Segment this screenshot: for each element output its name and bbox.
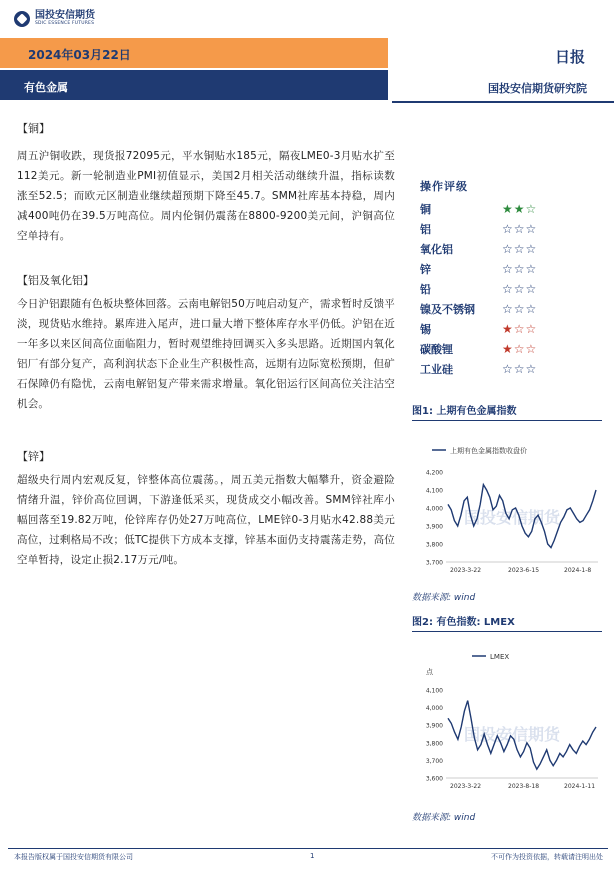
rating-row	[420, 299, 600, 319]
figure-2-source: 数据来源: wind	[412, 813, 476, 823]
figure-1-source: 数据来源: wind	[412, 593, 476, 603]
metal-name: 氧化铝	[420, 243, 453, 256]
metal-name: 铝	[420, 223, 431, 236]
legend-label: LMEX	[490, 653, 510, 661]
y-tick-label: 4,000	[425, 705, 443, 713]
y-tick-label: 3,900	[425, 722, 443, 730]
x-tick-label: 2024-1-11	[564, 783, 596, 790]
y-tick-label: 3,800	[425, 541, 443, 549]
y-tick-label: 3,700	[425, 757, 443, 765]
rating-stars: ☆☆☆	[502, 302, 538, 316]
rating-row	[420, 279, 600, 299]
legend-label: 上期有色金属指数收盘价	[450, 447, 527, 455]
rating-stars: ☆☆☆	[502, 282, 538, 296]
y-tick-label: 4,100	[425, 487, 443, 495]
figure-1-divider	[412, 420, 602, 421]
figure-1-title: 图1: 上期有色金属指数	[412, 406, 517, 417]
report-type: 日报	[554, 48, 585, 66]
rating-title: 操作评级	[420, 180, 468, 193]
y-tick-label: 3,700	[425, 559, 443, 567]
aluminum-section	[17, 272, 395, 414]
rating-row	[420, 339, 600, 359]
rating-stars: ★☆☆	[502, 342, 538, 356]
report-date: 2024年03月22日	[28, 48, 131, 62]
sector-title: 有色金属	[24, 81, 68, 94]
unit-label: 点	[426, 668, 433, 676]
section-body: 超级央行周内宏观反复，锌整体高位震荡。，周五美元指数大幅攀升，资金避险情绪升温，锌价高位回调，下游逢低采买，现货成交小幅改善。SMM锌社库小幅回落至19.82万吨，伦锌库存仍处27万吨高位，LME锌0-3月贴水42.88美元高位，过剩格局不改；低TC提供下方成本支撑，锌基本面仍支持震荡走势，高位空单暂持，设定止损2.17万元/吨。	[17, 474, 395, 566]
y-tick-label: 3,600	[425, 775, 443, 783]
figure-1-chart	[412, 432, 602, 584]
institute-name: 国投安信期货研究院	[488, 82, 587, 95]
rating-stars: ☆☆☆	[502, 242, 538, 256]
rating-row	[420, 259, 600, 279]
section-title: 【锌】	[17, 450, 50, 463]
y-tick-label: 4,200	[425, 469, 443, 477]
metal-name: 碳酸锂	[420, 343, 453, 356]
rating-stars: ☆☆☆	[502, 222, 538, 236]
rating-row	[420, 319, 600, 339]
footer-copyright: 本报告版权属于国投安信期货有限公司	[14, 853, 133, 861]
rating-stars: ★☆☆	[502, 322, 538, 336]
metal-name: 镍及不锈钢	[420, 303, 475, 316]
rating-row	[420, 219, 600, 239]
operation-rating	[420, 178, 600, 379]
rating-row	[420, 359, 600, 379]
section-body: 今日沪铝跟随有色板块整体回落。云南电解铝50万吨启动复产，需求暂时反馈平淡，现货贴水维持。累库进入尾声，进口量大增下整体库存水平仍低。沪铝在近一年多以来区间高位面临阻力，暂时观望维持回调买入多头思路。近期国内氧化铝厂有部分复产，高利润状态下企业生产积极性高，远期有边际宽松预期，但矿石保障仍有隐忧，云南电解铝复产带来需求增量。氧化铝运行区间高位关注沽空机会。	[17, 298, 395, 410]
logo-name-cn: 国投安信期货	[35, 10, 95, 21]
copper-section	[17, 120, 395, 246]
x-tick-label: 2024-1-8	[564, 567, 592, 574]
section-title: 【铝及氧化铝】	[17, 274, 94, 287]
company-logo	[14, 10, 95, 27]
y-tick-label: 3,800	[425, 740, 443, 748]
footer-disclaimer: 不可作为投资依据，转载请注明出处	[491, 853, 603, 861]
y-tick-label: 4,000	[425, 505, 443, 513]
section-title: 【铜】	[17, 122, 50, 135]
x-tick-label: 2023-8-18	[508, 783, 540, 790]
y-tick-label: 3,900	[425, 523, 443, 531]
x-tick-label: 2023-3-22	[450, 567, 482, 574]
metal-name: 铜	[420, 203, 431, 216]
figure-2-title: 图2: 有色指数: LMEX	[412, 617, 515, 628]
rating-stars: ★★☆	[502, 202, 538, 216]
x-tick-label: 2023-6-15	[508, 567, 540, 574]
metal-name: 锌	[420, 263, 431, 276]
page-number: 1	[310, 852, 315, 860]
footer-divider	[8, 848, 608, 849]
metal-name: 工业硅	[420, 363, 453, 376]
rating-row	[420, 199, 600, 219]
x-tick-label: 2023-3-22	[450, 783, 482, 790]
logo-name-en: SDIC ESSENCE FUTURES	[35, 21, 95, 26]
rating-stars: ☆☆☆	[502, 362, 538, 376]
rating-row	[420, 239, 600, 259]
figure-2-chart	[412, 648, 602, 800]
rating-stars: ☆☆☆	[502, 262, 538, 276]
logo-mark-icon	[14, 11, 30, 27]
figure-2-divider	[412, 631, 602, 632]
y-tick-label: 4,100	[425, 687, 443, 695]
watermark: 国投安信期货	[464, 508, 561, 527]
section-body: 周五沪铜收跌，现货报72095元，平水铜贴水185元，隔夜LME0-3月贴水扩至112美元。新一轮制造业PMI初值显示，美国2月相关活动继续升温，指标读数涨至52.5；而欧元区制造业继续超预期下降至45.7。SMM社库基本持稳，周内减400吨仍在39.5万吨高位。周内伦铜仍震荡在8800-9200美元间，沪铜高位空单持有。	[17, 150, 395, 242]
metal-name: 铅	[420, 283, 431, 296]
header-divider	[392, 101, 614, 103]
zinc-section	[17, 448, 395, 570]
commentary-column	[17, 120, 395, 570]
metal-name: 锡	[420, 323, 431, 336]
watermark: 国投安信期货	[464, 725, 561, 744]
